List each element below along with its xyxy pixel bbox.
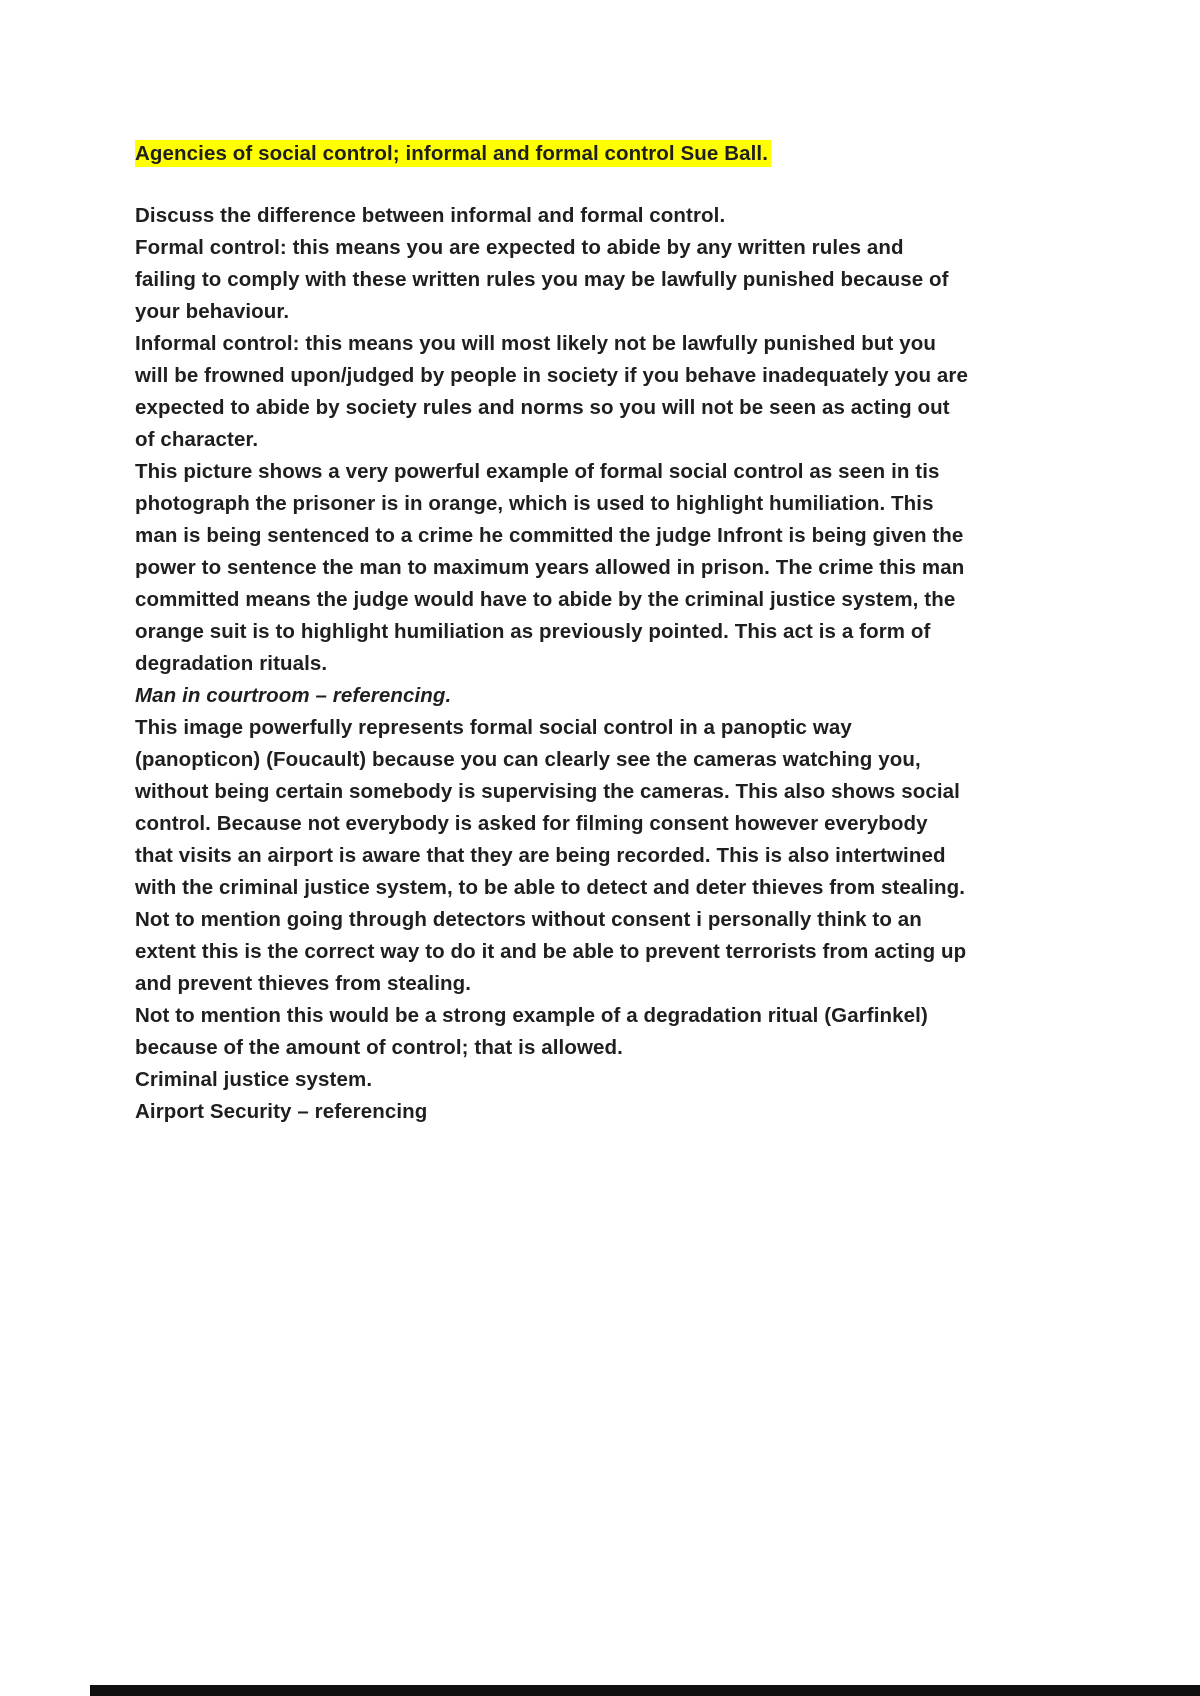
paragraph-airport-security-reference: Airport Security – referencing [135,1100,428,1123]
document-title-highlight: Agencies of social control; informal and formal control Sue Ball. [135,140,771,167]
paragraph-courtroom-reference: Man in courtroom – referencing. [135,684,452,707]
paragraph-informal-control: Informal control: this means you will most likely not be lawfully punished but you will be frowned upon/judged by people in society if you behave inadequately you are expected to abide by society rules and norms so you will not be seen as acting out of character. [135,332,968,451]
paragraph-formal-control: Formal control: this means you are expected to abide by any written rules and failing to comply with these written rules you may be lawfully punished because of your behaviour. [135,236,949,323]
bottom-bar [90,1685,1200,1696]
paragraph-criminal-justice-system: Criminal justice system. [135,1068,373,1091]
paragraph-degradation-ritual: Not to mention this would be a strong example of a degradation ritual (Garfinkel) because of the amount of control; that is allowed. [135,1004,928,1059]
paragraph-discuss-difference: Discuss the difference between informal and formal control. [135,204,726,227]
paragraph-panopticon-image: This image powerfully represents formal social control in a panoptic way (panopticon) (Foucault) because you can clearly see the cameras watching you, without being certain somebody is supervising the cameras. This also shows social control. Because not everybody is asked for filming consent however everybody that visits an airport is aware that they are being recorded. This is also intertwined with the criminal justice system, to be able to detect and deter thieves from stealing. Not to mention going through detectors without consent i personally think to an extent this is the correct way to do it and be able to prevent terrorists from acting up and prevent thieves from stealing. [135,716,967,995]
paragraph-courtroom-picture: This picture shows a very powerful example of formal social control as seen in tis photograph the prisoner is in orange, which is used to highlight humiliation. This man is being sentenced to a crime he committed the judge Infront is being given the power to sentence the man to maximum years allowed in prison. The crime this man committed means the judge would have to abide by the criminal justice system, the orange suit is to highlight humiliation as previously pointed. This act is a form of degradation rituals. [135,460,965,675]
document-title [135,138,970,170]
